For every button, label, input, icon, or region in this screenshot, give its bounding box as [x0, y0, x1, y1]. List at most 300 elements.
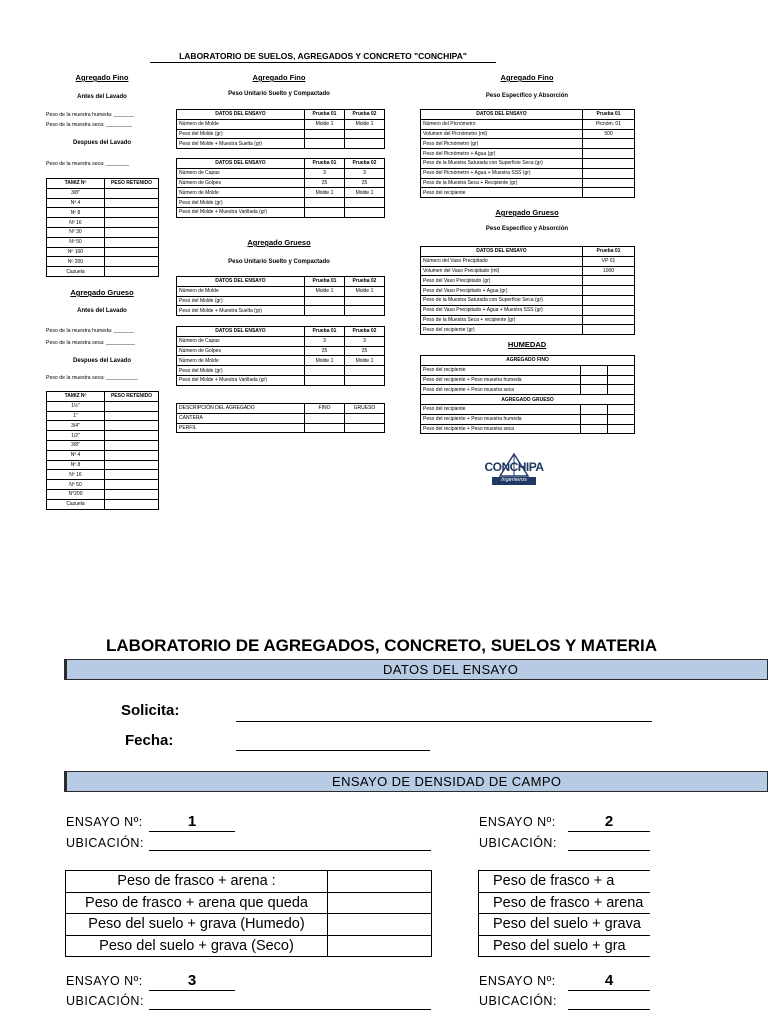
row-label-cell: Número del Picnómetro	[421, 119, 583, 129]
tamiz-cell: 3/8"	[47, 440, 105, 450]
ensayo-1-number[interactable]: 1	[149, 813, 235, 832]
table-row	[479, 935, 651, 957]
row-label-cell: Peso de frasco + arena que queda	[66, 892, 328, 914]
row-label-cell: Número de Golpes	[177, 178, 305, 188]
row-label-cell: Peso del Molde + Muestra Varillada (gr)	[177, 207, 305, 217]
table-row	[421, 188, 635, 198]
value-cell[interactable]	[345, 139, 385, 149]
header-cell: DATOS DEL ENSAYO	[177, 277, 305, 287]
table-header-row	[421, 356, 635, 366]
table-row	[47, 218, 159, 228]
table-row	[421, 129, 635, 139]
table-row	[177, 129, 385, 139]
table-row	[177, 198, 385, 208]
peso-retenido-cell[interactable]	[105, 470, 159, 480]
conchipa-logo	[478, 452, 550, 488]
table-header-row	[421, 395, 635, 405]
densidad-campo-band-label: ENSAYO DE DENSIDAD DE CAMPO	[332, 774, 562, 789]
row-label-cell: Peso del Molde + Muestra Varillada (gr)	[177, 375, 305, 385]
peso-retenido-cell[interactable]	[105, 227, 159, 237]
ubicacion-1-field[interactable]	[149, 836, 431, 851]
value-cell[interactable]	[305, 423, 345, 433]
col1-antes-grueso-label: Antes del Lavado	[77, 308, 127, 314]
row-label-cell: Peso del recipiente + Peso muestra humeda	[421, 414, 581, 424]
header-cell: PESO RETENIDO	[105, 179, 159, 189]
table-header-row	[421, 110, 635, 120]
densidad-table-1	[65, 870, 432, 957]
ubicacion-2-label: UBICACIÓN:	[479, 836, 557, 850]
table-row	[421, 139, 635, 149]
row-label-cell: Número de Molde	[177, 286, 305, 296]
value-cell[interactable]	[345, 207, 385, 217]
value-cell[interactable]: 25	[345, 178, 385, 188]
value-cell[interactable]: VP 01	[583, 256, 635, 266]
col1-despues-label: Despues del Lavado	[72, 140, 132, 146]
peso-retenido-cell[interactable]	[105, 489, 159, 499]
table-row	[47, 450, 159, 460]
ensayo-2-label: ENSAYO Nº:	[479, 815, 556, 829]
col1-seca2-grueso-label: Peso de la muestra seca: ___________	[46, 375, 138, 381]
row-label-cell: Peso del recipiente	[421, 404, 581, 414]
ensayo-4-label: ENSAYO Nº:	[479, 974, 556, 988]
table-row	[47, 431, 159, 441]
value-cell[interactable]: Molde 1	[305, 286, 345, 296]
unitario-fino-suelto-table	[176, 109, 385, 149]
tamiz-cell: Nº 4	[47, 198, 105, 208]
value-cell[interactable]	[345, 366, 385, 376]
row-label-cell: Peso del Molde (gr)	[177, 296, 305, 306]
value-cell[interactable]: Picnóm. 01	[583, 119, 635, 129]
table-row	[47, 267, 159, 277]
solicita-field[interactable]	[236, 706, 652, 722]
table-row	[47, 188, 159, 198]
tamiz-cell: Nº 8	[47, 460, 105, 470]
table-row	[421, 276, 635, 286]
value-cell[interactable]: Molde 1	[345, 188, 385, 198]
col2-fino-title: Agregado Fino	[252, 73, 306, 82]
value-cell[interactable]	[608, 375, 635, 385]
header-cell: AGREGADO GRUESO	[421, 395, 635, 405]
table-row	[47, 247, 159, 257]
row-label-cell: Número del Vaso Precipitado	[421, 256, 583, 266]
row-label-cell: Peso del suelo + gra	[479, 935, 651, 957]
table-row	[421, 168, 635, 178]
value-cell[interactable]	[345, 375, 385, 385]
header-cell: Prueba 02	[345, 277, 385, 287]
row-label-cell: Peso del recipiente + Peso muestra seca	[421, 424, 581, 434]
value-cell[interactable]: Molde 1	[345, 356, 385, 366]
fecha-field[interactable]	[236, 736, 430, 751]
peso-retenido-cell[interactable]	[105, 247, 159, 257]
table-row	[421, 375, 635, 385]
value-cell[interactable]	[345, 198, 385, 208]
tamiz-cell: Nº 16	[47, 218, 105, 228]
table-row	[66, 935, 432, 957]
col1-antes-label: Antes del Lavado	[77, 94, 127, 100]
table-row	[177, 119, 385, 129]
solicita-label: Solicita:	[121, 702, 180, 719]
row-label-cell: Peso del Picnómetro + Agua (gr)	[421, 149, 583, 159]
header-cell: Prueba 01	[305, 327, 345, 337]
value-cell[interactable]: 3	[345, 336, 385, 346]
row-label-cell: DESCRIPCIÓN DEL AGREGADO	[177, 404, 305, 414]
table-row	[177, 139, 385, 149]
peso-retenido-cell[interactable]	[105, 499, 159, 509]
value-cell[interactable]	[345, 129, 385, 139]
ensayo-4-number[interactable]: 4	[568, 972, 650, 991]
value-cell[interactable]: Molde 1	[305, 119, 345, 129]
row-label-cell: Volumen del Vaso Precipitado (ml)	[421, 266, 583, 276]
tamiz-cell: 3/4"	[47, 421, 105, 431]
row-label-cell: Peso de frasco + arena :	[66, 871, 328, 893]
table-header-row	[47, 392, 159, 402]
value-cell[interactable]: FINO	[305, 404, 345, 414]
table-row	[421, 266, 635, 276]
row-label-cell: Peso del Vaso Precipitado + Agua + Muestra SSS (gr)	[421, 305, 583, 315]
row-label-cell: Número de Golpes	[177, 346, 305, 356]
peso-retenido-cell[interactable]	[105, 411, 159, 421]
value-cell[interactable]	[581, 424, 608, 434]
value-cell[interactable]: 25	[305, 346, 345, 356]
value-cell[interactable]	[608, 414, 635, 424]
value-cell[interactable]	[583, 286, 635, 296]
table-row	[47, 499, 159, 509]
fecha-label: Fecha:	[125, 732, 174, 749]
value-cell[interactable]	[305, 413, 345, 423]
row-label-cell: Número de Capas	[177, 168, 305, 178]
value-cell[interactable]	[583, 276, 635, 286]
table-row	[47, 401, 159, 411]
value-cell[interactable]	[305, 207, 345, 217]
value-cell[interactable]	[583, 315, 635, 325]
value-cell[interactable]	[583, 325, 635, 335]
row-label-cell: Peso de la Muestra Saturada con Superficie Seca (gr)	[421, 295, 583, 305]
peso-retenido-cell[interactable]	[105, 257, 159, 267]
table-row	[421, 178, 635, 188]
row-label-cell: PERFIL	[177, 423, 305, 433]
header-cell: Prueba 02	[345, 327, 385, 337]
value-cell[interactable]: 3	[305, 168, 345, 178]
value-cell[interactable]	[583, 139, 635, 149]
value-cell[interactable]	[581, 414, 608, 424]
peso-retenido-cell[interactable]	[105, 208, 159, 218]
col1-seca2-label: Peso de la muestra seca: ________	[46, 161, 130, 167]
table-row	[47, 237, 159, 247]
table-row	[479, 871, 651, 893]
value-cell[interactable]	[305, 366, 345, 376]
value-cell[interactable]	[305, 198, 345, 208]
row-label-cell: Peso del recipiente + Peso muestra humeda	[421, 375, 581, 385]
value-cell[interactable]: 3	[345, 168, 385, 178]
value-cell[interactable]	[583, 158, 635, 168]
row-label-cell: Peso de la Muestra Seca + recipiente (gr)	[421, 315, 583, 325]
value-cell[interactable]	[583, 188, 635, 198]
value-cell[interactable]	[583, 168, 635, 178]
table-row	[421, 325, 635, 335]
peso-retenido-cell[interactable]	[105, 188, 159, 198]
value-cell[interactable]	[305, 375, 345, 385]
tamiz-grueso-table	[46, 391, 159, 510]
table-row	[47, 421, 159, 431]
value-cell[interactable]	[345, 413, 385, 423]
title-underline	[150, 62, 496, 63]
value-cell[interactable]	[328, 871, 432, 893]
tamiz-cell: Nº 4	[47, 450, 105, 460]
table-row	[177, 366, 385, 376]
table-row	[177, 404, 385, 414]
table-row	[177, 375, 385, 385]
logo-subtext: Ingenieros	[501, 477, 527, 483]
table-row	[421, 119, 635, 129]
value-cell[interactable]	[608, 365, 635, 375]
value-cell[interactable]: 1000	[583, 266, 635, 276]
value-cell[interactable]: 25	[345, 346, 385, 356]
header-cell: DATOS DEL ENSAYO	[177, 110, 305, 120]
table-row	[421, 315, 635, 325]
ubicacion-3-field[interactable]	[149, 995, 431, 1010]
col1-seca-label: Peso de la muestra seca: _________	[46, 122, 132, 128]
value-cell[interactable]	[608, 404, 635, 414]
header-cell: AGREGADO FINO	[421, 356, 635, 366]
table-header-row	[47, 179, 159, 189]
table-row	[421, 256, 635, 266]
table-row	[47, 440, 159, 450]
table-row	[421, 365, 635, 375]
tamiz-cell: Cazuela	[47, 267, 105, 277]
tamiz-cell: 1"	[47, 411, 105, 421]
value-cell[interactable]: Molde 1	[345, 119, 385, 129]
header-cell: PESO RETENIDO	[105, 392, 159, 402]
value-cell[interactable]	[345, 296, 385, 306]
row-label-cell: Peso del Vaso Precipitado (gr)	[421, 276, 583, 286]
value-cell[interactable]	[305, 296, 345, 306]
ensayo-3-label: ENSAYO Nº:	[66, 974, 143, 988]
tamiz-cell: 1½"	[47, 401, 105, 411]
especifico-grueso-table	[420, 246, 635, 335]
header-cell: DATOS DEL ENSAYO	[177, 327, 305, 337]
row-label-cell: Número de Molde	[177, 188, 305, 198]
value-cell[interactable]	[305, 139, 345, 149]
header-cell: Prueba 02	[345, 159, 385, 169]
value-cell[interactable]	[345, 423, 385, 433]
header-cell: DATOS DEL ENSAYO	[421, 247, 583, 257]
row-label-cell: Peso del suelo + grava	[479, 914, 651, 936]
peso-retenido-cell[interactable]	[105, 421, 159, 431]
row-label-cell: Peso del Vaso Precipitado + Agua (gr)	[421, 286, 583, 296]
table-row	[421, 385, 635, 395]
tamiz-cell: Nº 50	[47, 480, 105, 490]
row-label-cell: Peso del Molde (gr)	[177, 366, 305, 376]
header-cell: TAMIZ Nº	[47, 392, 105, 402]
ubicacion-2-field[interactable]	[568, 836, 650, 851]
col3-grueso-subtitle: Peso Específico y Absorción	[485, 226, 569, 232]
tamiz-fino-table	[46, 178, 159, 277]
logo-text: CONCHIPA	[484, 460, 544, 474]
col2-fino-subtitle: Peso Unitario Suelto y Compactado	[228, 91, 330, 97]
value-cell[interactable]	[581, 385, 608, 395]
row-label-cell: Peso del recipiente (gr)	[421, 325, 583, 335]
table-row	[66, 892, 432, 914]
header-cell: Prueba 01	[583, 110, 635, 120]
tamiz-cell: Nº 8	[47, 208, 105, 218]
table-row	[47, 480, 159, 490]
descripcion-agregado-table	[176, 403, 385, 433]
peso-retenido-cell[interactable]	[105, 267, 159, 277]
ubicacion-4-label: UBICACIÓN:	[479, 994, 557, 1008]
table-row	[47, 460, 159, 470]
unitario-grueso-suelto-table	[176, 276, 385, 316]
value-cell[interactable]: 3	[305, 336, 345, 346]
table-row	[421, 424, 635, 434]
value-cell[interactable]	[305, 129, 345, 139]
value-cell[interactable]: 25	[305, 178, 345, 188]
row-label-cell: Peso del Molde + Muestra Suelta (gr)	[177, 139, 305, 149]
col1-fino-title: Agregado Fino	[75, 73, 129, 82]
peso-retenido-cell[interactable]	[105, 460, 159, 470]
row-label-cell: Número de Molde	[177, 356, 305, 366]
table-row	[479, 914, 651, 936]
peso-retenido-cell[interactable]	[105, 480, 159, 490]
table-row	[66, 914, 432, 936]
row-label-cell: Volumen del Picnómetro (ml)	[421, 129, 583, 139]
col3-fino-subtitle: Peso Específico y Absorción	[485, 93, 569, 99]
table-header-row	[177, 110, 385, 120]
value-cell[interactable]: 500	[583, 129, 635, 139]
value-cell[interactable]	[581, 375, 608, 385]
table-row	[47, 257, 159, 267]
value-cell[interactable]	[583, 305, 635, 315]
table-row	[177, 413, 385, 423]
tamiz-cell: Nº 30	[47, 227, 105, 237]
header-cell: Prueba 01	[305, 110, 345, 120]
ensayo-3-number[interactable]: 3	[149, 972, 235, 991]
sheet2-title: LABORATORIO DE AGREGADOS, CONCRETO, SUELOS Y MATERIA	[106, 636, 657, 655]
value-cell[interactable]	[583, 295, 635, 305]
tamiz-cell: 1/2"	[47, 431, 105, 441]
header-cell: DATOS DEL ENSAYO	[177, 159, 305, 169]
table-row	[177, 178, 385, 188]
row-label-cell: Peso del suelo + grava (Seco)	[66, 935, 328, 957]
table-row	[177, 168, 385, 178]
tamiz-cell: N°200	[47, 489, 105, 499]
value-cell[interactable]	[305, 306, 345, 316]
datos-ensayo-band	[64, 659, 768, 680]
row-label-cell: CANTERA	[177, 413, 305, 423]
table-row	[421, 149, 635, 159]
peso-retenido-cell[interactable]	[105, 237, 159, 247]
tamiz-cell: Nº 200	[47, 257, 105, 267]
col1-humeda-label: Peso de la muestra humeda: _______	[46, 112, 134, 118]
densidad-table-2	[478, 870, 650, 957]
row-label-cell: Peso del Molde (gr)	[177, 198, 305, 208]
table-header-row	[177, 159, 385, 169]
table-row	[421, 295, 635, 305]
sheet1-title: LABORATORIO DE SUELOS, AGREGADOS Y CONCRETO "CONCHIPA"	[179, 51, 467, 61]
row-label-cell: Peso de frasco + a	[479, 871, 651, 893]
row-label-cell: Peso del Picnómetro (gr)	[421, 139, 583, 149]
value-cell[interactable]	[581, 404, 608, 414]
row-label-cell: Peso de la Muestra Seca + Recipiente (gr)	[421, 178, 583, 188]
ubicacion-4-field[interactable]	[568, 995, 650, 1010]
table-row	[177, 296, 385, 306]
table-row	[47, 227, 159, 237]
value-cell[interactable]	[583, 149, 635, 159]
densidad-table-2-clip	[478, 870, 650, 958]
tamiz-cell: Nº 100	[47, 247, 105, 257]
table-row	[47, 411, 159, 421]
ensayo-2-number[interactable]: 2	[568, 813, 650, 832]
header-cell: Prueba 01	[305, 159, 345, 169]
table-row	[421, 414, 635, 424]
ubicacion-1-label: UBICACIÓN:	[66, 836, 144, 850]
table-row	[421, 305, 635, 315]
header-cell: Prueba 01	[583, 247, 635, 257]
header-cell: Prueba 02	[345, 110, 385, 120]
peso-retenido-cell[interactable]	[105, 450, 159, 460]
value-cell[interactable]: Molde 1	[305, 188, 345, 198]
table-row	[177, 207, 385, 217]
value-cell[interactable]	[581, 365, 608, 375]
row-label-cell: Peso del Picnómetro + Agua + Muestra SSS (gr)	[421, 168, 583, 178]
table-row	[479, 892, 651, 914]
row-label-cell: Peso del recipiente + Peso muestra seca	[421, 385, 581, 395]
col2-grueso-title: Agregado Grueso	[247, 238, 311, 247]
row-label-cell: Peso del suelo + grava (Humedo)	[66, 914, 328, 936]
row-label-cell: Número de Capas	[177, 336, 305, 346]
peso-retenido-cell[interactable]	[105, 401, 159, 411]
col3-fino-title: Agregado Fino	[500, 73, 554, 82]
row-label-cell: Peso del Molde (gr)	[177, 129, 305, 139]
value-cell[interactable]	[583, 178, 635, 188]
value-cell[interactable]	[345, 306, 385, 316]
tamiz-cell: Nº 50	[47, 237, 105, 247]
tamiz-cell: Nº 16	[47, 470, 105, 480]
value-cell[interactable]	[608, 424, 635, 434]
table-row	[177, 336, 385, 346]
table-row	[421, 404, 635, 414]
header-cell: Prueba 01	[305, 277, 345, 287]
table-row	[177, 346, 385, 356]
unitario-grueso-compactado-table	[176, 326, 385, 386]
ubicacion-3-label: UBICACIÓN:	[66, 994, 144, 1008]
col1-grueso-title: Agregado Grueso	[70, 288, 134, 297]
value-cell[interactable]	[328, 935, 432, 957]
value-cell[interactable]	[608, 385, 635, 395]
densidad-campo-band	[64, 771, 768, 792]
value-cell[interactable]: Molde 1	[345, 286, 385, 296]
peso-retenido-cell[interactable]	[105, 431, 159, 441]
col2-grueso-subtitle: Peso Unitario Suelto y Compactado	[228, 259, 330, 265]
value-cell[interactable]: Molde 1	[305, 356, 345, 366]
peso-retenido-cell[interactable]	[105, 440, 159, 450]
value-cell[interactable]: GRUESO	[345, 404, 385, 414]
row-label-cell: Peso de frasco + arena	[479, 892, 651, 914]
value-cell[interactable]	[328, 914, 432, 936]
peso-retenido-cell[interactable]	[105, 218, 159, 228]
table-row	[47, 208, 159, 218]
table-row	[177, 188, 385, 198]
ensayo-1-label: ENSAYO Nº:	[66, 815, 143, 829]
peso-retenido-cell[interactable]	[105, 198, 159, 208]
value-cell[interactable]	[328, 892, 432, 914]
col1-humeda-grueso-label: Peso de la muestra humeda: _______	[46, 328, 134, 334]
row-label-cell: Peso del recipiente	[421, 365, 581, 375]
col1-despues-grueso-label: Despues del Lavado	[72, 358, 132, 364]
row-label-cell: Número de Molde	[177, 119, 305, 129]
especifico-fino-table	[420, 109, 635, 198]
tamiz-cell: 3/8"	[47, 188, 105, 198]
table-row	[177, 286, 385, 296]
